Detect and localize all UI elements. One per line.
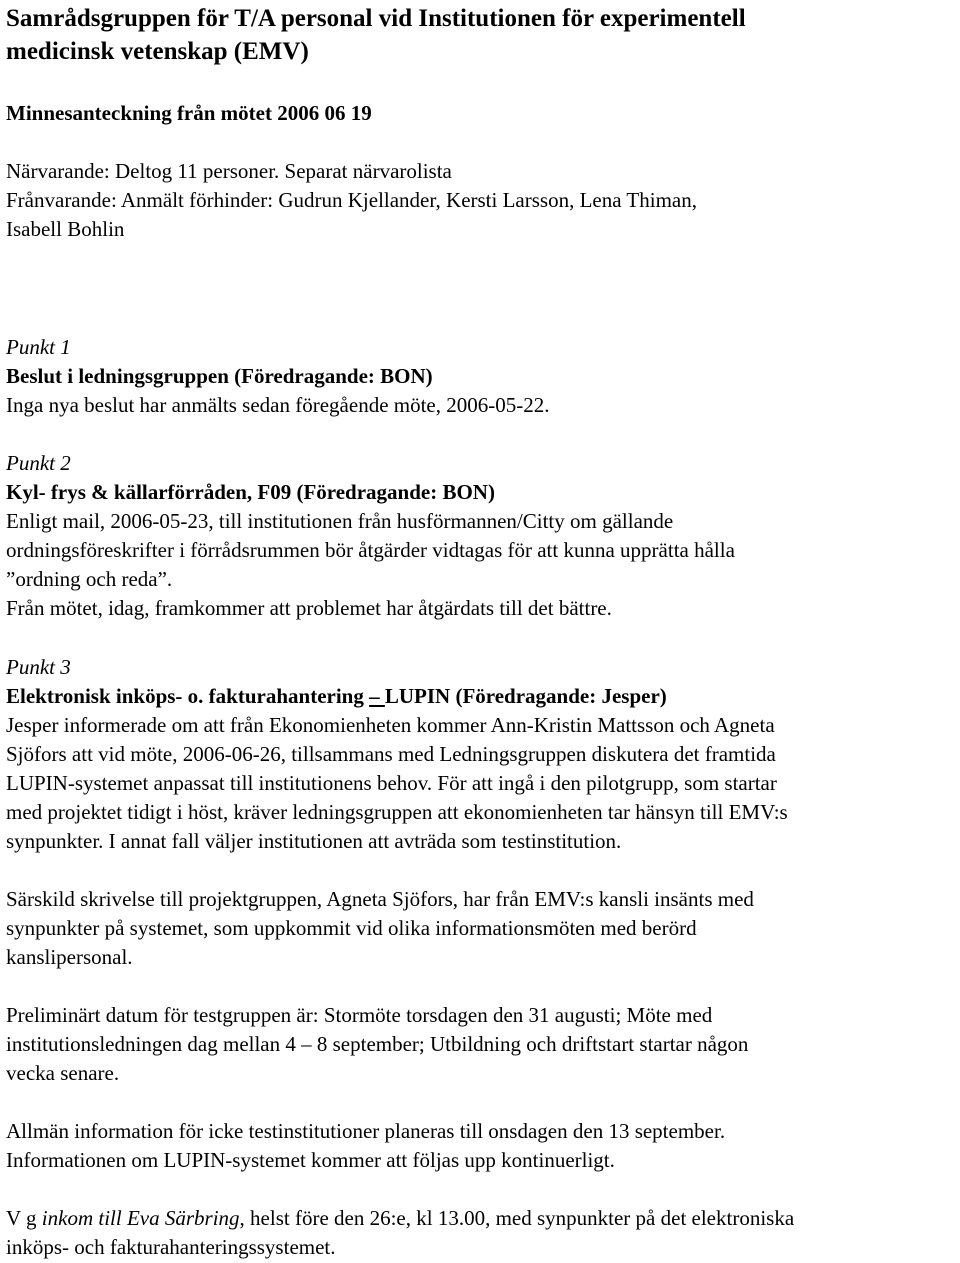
p3-para1-line-2: Sjöfors att vid möte, 2006-06-26, tillsammans med Ledningsgruppen diskutera det framtida [6, 742, 776, 766]
title-line-1: Samrådsgruppen för T/A personal vid Institutionen för experimentell [6, 5, 746, 32]
minutes-heading: Minnesanteckning från mötet 2006 06 19 [6, 101, 372, 125]
punkt-3-paragraph-4 [6, 1117, 794, 1175]
p3-para1-line-1: Jesper informerade om att från Ekonomienheten kommer Ann-Kristin Mattsson och Agneta [6, 713, 775, 737]
p3-para2-line-2: synpunkter på systemet, som uppkommit vid olika informationsmöten med berörd [6, 916, 697, 940]
punkt-3-title-part-1: Elektronisk inköps- o. fakturahantering [6, 684, 370, 708]
punkt-2-line-2: ordningsföreskrifter i förrådsrummen bör åtgärder vidtagas för att kunna upprätta hålla [6, 538, 735, 562]
p3-para3-line-2: institutionsledningen dag mellan 4 – 8 september; Utbildning och driftstart startar någon [6, 1032, 749, 1056]
p3-para1-line-3: LUPIN-systemet anpassat till institutionens behov. För att ingå i den pilotgrupp, som startar [6, 771, 777, 795]
p3-para4-line-1: Allmän information för icke testinstitutioner planeras till onsdagen den 13 september. [6, 1119, 726, 1143]
absent-line-1: Frånvarande: Anmält förhinder: Gudrun Kjellander, Kersti Larsson, Lena Thiman, [6, 188, 697, 212]
p3-para2-line-3: kanslipersonal. [6, 945, 133, 969]
punkt-2-line-4: Från mötet, idag, framkommer att problemet har åtgärdats till det bättre. [6, 596, 612, 620]
punkt-3-paragraph-3 [6, 1001, 794, 1088]
punkt-3-label: Punkt 3 [6, 655, 71, 679]
attendance-section [6, 157, 697, 244]
title-line-2: medicinsk vetenskap (EMV) [6, 38, 309, 65]
punkt-2-label: Punkt 2 [6, 451, 71, 475]
p3-para1-line-5: synpunkter. I annat fall väljer institutionen att avträda som testinstitution. [6, 829, 622, 853]
punkt-1-section [6, 333, 550, 420]
p3-para1-line-4: med projektet tidigt i höst, kräver ledningsgruppen att ekonomienheten tar hänsyn till EMV:s [6, 800, 788, 824]
p3-para3-line-3: vecka senare. [6, 1061, 120, 1085]
punkt-3-title-part-2: LUPIN [384, 684, 451, 708]
p3-para5-line-1 [6, 1204, 794, 1233]
punkt-2-line-3: ”ordning och reda”. [6, 567, 173, 591]
punkt-3-title-dash: – [369, 684, 385, 708]
p3-para5-italic: inkom till Eva Särbring [41, 1206, 240, 1230]
p3-para2-line-1: Särskild skrivelse till projektgruppen, Agneta Sjöfors, har från EMV:s kansli insänts med [6, 887, 754, 911]
punkt-3-title-part-3: (Föredragande: Jesper) [450, 684, 667, 708]
present-line: Närvarande: Deltog 11 personer. Separat närvarolista [6, 159, 452, 183]
p3-para3-line-1: Preliminärt datum för testgruppen är: Stormöte torsdagen den 31 augusti; Möte med [6, 1003, 713, 1027]
p3-para5-prefix: V g [6, 1206, 42, 1230]
punkt-3-section [6, 653, 794, 1262]
punkt-1-text: Inga nya beslut har anmälts sedan föregående möte, 2006-05-22. [6, 393, 550, 417]
punkt-3-title [6, 682, 794, 711]
p3-para4-line-2: Informationen om LUPIN-systemet kommer att följas upp kontinuerligt. [6, 1148, 615, 1172]
punkt-2-title: Kyl- frys & källarförråden, F09 (Föredragande: BON) [6, 480, 495, 504]
document-title [6, 2, 746, 68]
p3-para5-line-2: inköps- och fakturahanteringssystemet. [6, 1235, 336, 1259]
punkt-3-paragraph-5 [6, 1204, 794, 1262]
punkt-1-label: Punkt 1 [6, 335, 71, 359]
punkt-3-paragraph-2 [6, 885, 794, 972]
p3-para5-suffix: , helst före den 26:e, kl 13.00, med synpunkter på det elektroniska [239, 1206, 795, 1230]
punkt-2-section [6, 449, 735, 623]
punkt-2-line-1: Enligt mail, 2006-05-23, till institutionen från husförmannen/Citty om gällande [6, 509, 674, 533]
punkt-3-paragraph-1 [6, 711, 794, 856]
absent-line-2: Isabell Bohlin [6, 217, 125, 241]
punkt-1-title: Beslut i ledningsgruppen (Föredragande: BON) [6, 364, 433, 388]
